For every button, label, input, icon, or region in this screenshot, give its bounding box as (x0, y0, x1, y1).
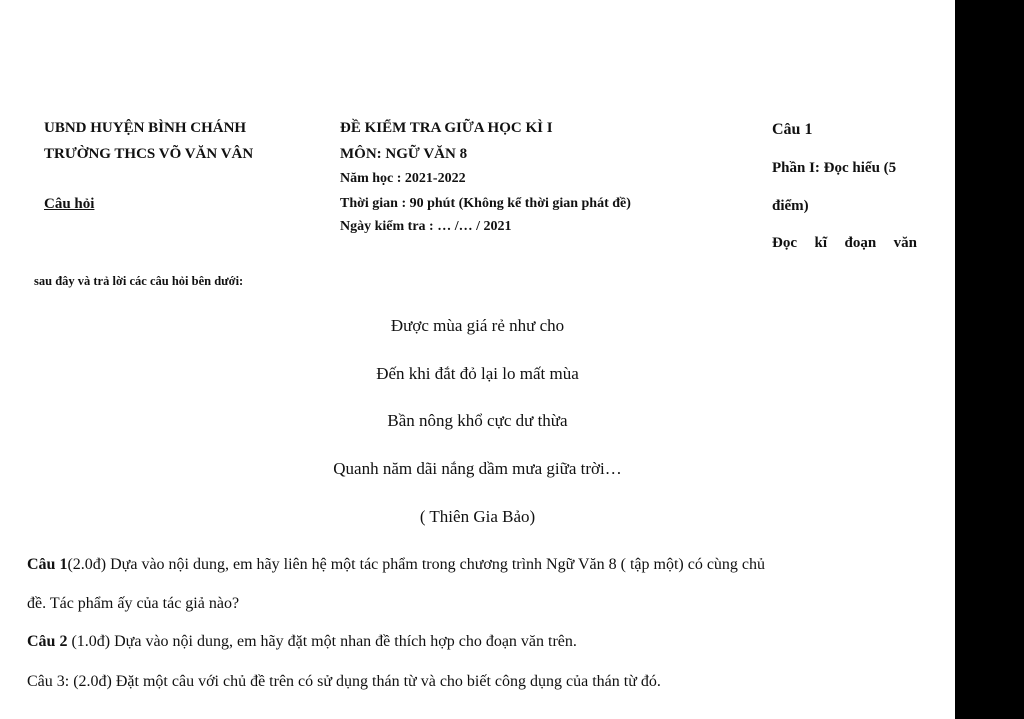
exam-subject: MÔN: NGỮ VĂN 8 (340, 146, 468, 162)
poem-line: Được mùa giá rẻ như cho (390, 316, 565, 335)
question-3 (27, 673, 661, 691)
read-word: văn (893, 235, 917, 251)
poem-source: ( Thiên Gia Bảo) (419, 507, 536, 526)
questions-label: Câu hỏi (44, 196, 95, 212)
question-1-continued (27, 595, 239, 613)
school-name: TRƯỜNG THCS VÕ VĂN VÂN (44, 146, 254, 162)
question-label: Câu 2 (27, 633, 68, 650)
exam-duration: Thời gian : 90 phút (Không kể thời gian phát đề) (340, 196, 631, 211)
poem-line: Bần nông khổ cực dư thừa (387, 411, 568, 430)
read-word: kĩ (814, 235, 827, 251)
exam-year: Năm học : 2021-2022 (340, 171, 466, 186)
district-name: UBND HUYỆN BÌNH CHÁNH (44, 120, 247, 136)
question-1 (27, 556, 765, 574)
question-text: (1.0đ) Dựa vào nội dung, em hãy đặt một nhan đề thích hợp cho đoạn văn trên. (67, 633, 577, 650)
question-2 (27, 633, 577, 651)
read-word: đoạn (844, 235, 877, 251)
read-instruction (772, 235, 917, 252)
exam-title: ĐỀ KIỂM TRA GIỮA HỌC KÌ I (340, 120, 553, 136)
intro-text: sau đây và trả lời các câu hỏi bên dưới: (34, 274, 244, 288)
part-points: điểm) (772, 198, 809, 214)
poem-line: Quanh năm dãi nắng dầm mưa giữa trời… (333, 459, 622, 478)
question-text: (2.0đ) Đặt một câu với chủ đề trên có sử dụng thán từ và cho biết công dụng của thán từ đó. (69, 673, 661, 690)
exam-date: Ngày kiểm tra : … /… / 2021 (340, 219, 512, 234)
read-word: Đọc (772, 235, 797, 251)
question-label: Câu 1 (27, 556, 68, 573)
poem-line: Đến khi đắt đỏ lại lo mất mùa (376, 364, 579, 383)
part-heading: Phần I: Đọc hiểu (5 (772, 160, 897, 176)
question-number: Câu 1 (772, 121, 813, 138)
question-text: đề. Tác phẩm ấy của tác giả nào? (27, 595, 240, 612)
question-label: Câu 3: (27, 673, 70, 690)
question-text: (2.0đ) Dựa vào nội dung, em hãy liên hệ một tác phẩm trong chương trình Ngữ Văn 8 ( tập một) có cùng chủ (67, 556, 766, 573)
